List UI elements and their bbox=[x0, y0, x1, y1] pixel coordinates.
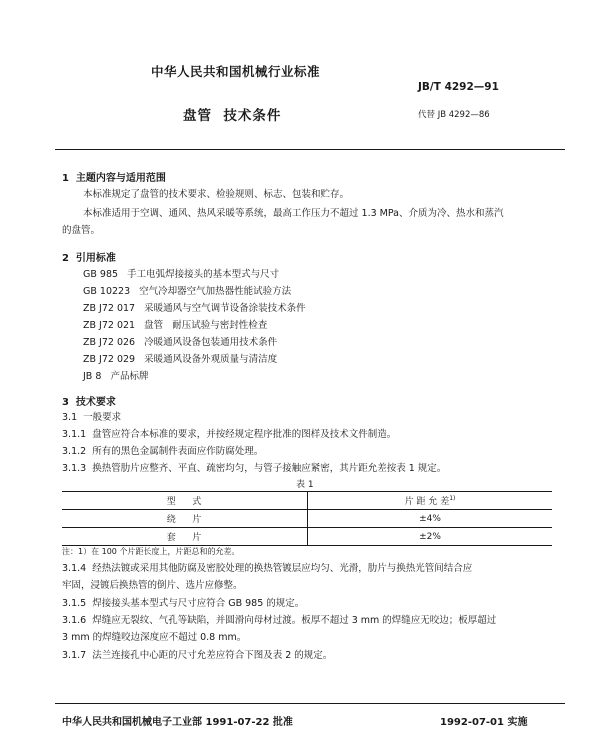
table-header-tolerance-label: 片 距 允 差 bbox=[404, 497, 450, 507]
header-rule bbox=[55, 149, 565, 150]
clause-3-1-4-line1 bbox=[62, 562, 472, 575]
clause-number: 3.1.4 bbox=[62, 563, 87, 574]
clause-3-1-2 bbox=[62, 445, 263, 458]
clause-text: 所有的黑色金属制件表面应作防腐处理。 bbox=[92, 446, 264, 457]
clause-text: 焊缝应无裂纹、气孔等缺陷，并圆滑向母材过渡。板厚不超过 3 mm 的焊缝应无咬边；板厚超过 bbox=[92, 615, 497, 626]
standard-code: JB/T 4292—91 bbox=[418, 81, 499, 93]
footer-rule bbox=[55, 703, 565, 704]
section-1-para-2-line1: 本标准适用于空调、通风、热风采暖等系统，最高工作压力不超过 1.3 MPa、介质为冷、热水和蒸汽 bbox=[83, 208, 504, 219]
clause-3-1-4-line2: 牢固，浸镀后换热管的倒片、选片应修整。 bbox=[62, 580, 243, 591]
clause-text: 盘管应符合本标准的要求，并按经规定程序批准的图样及技术文件制造。 bbox=[92, 429, 397, 440]
issuing-org: 中华人民共和国机械行业标准 bbox=[151, 64, 321, 79]
approval-line: 中华人民共和国机械电子工业部 1991-07-22 批准 bbox=[62, 717, 293, 728]
clause-3-1-1 bbox=[62, 428, 396, 441]
reference-item: JB 8 产品标牌 bbox=[83, 371, 149, 382]
clause-3-1-7 bbox=[62, 649, 332, 662]
table-header-row bbox=[62, 492, 552, 510]
table-cell-tolerance: ±2% bbox=[308, 528, 553, 546]
clause-3-1-5 bbox=[62, 597, 304, 610]
table-1-note: 注：1）在 100 个片距长度上，片距总和的允差。 bbox=[62, 547, 240, 556]
clause-text: 经热法镀或采用其他防腐及密胶处理的换热管镀层应均匀、光滑，肋片与换热光管间结合应 bbox=[92, 563, 473, 574]
clause-3-1-6-line1 bbox=[62, 614, 496, 627]
clause-number: 3.1.1 bbox=[62, 429, 87, 440]
table-1 bbox=[62, 491, 552, 546]
table-cell-type: 套 片 bbox=[62, 528, 308, 546]
table-header-tolerance bbox=[308, 492, 553, 510]
reference-item: GB 10223 空气冷却器空气加热器性能试验方法 bbox=[83, 286, 292, 297]
clause-number: 3.1 bbox=[62, 412, 78, 423]
reference-item: GB 985 手工电弧焊接接头的基本型式与尺寸 bbox=[83, 269, 280, 280]
clause-number: 3.1.7 bbox=[62, 650, 87, 661]
table-row bbox=[62, 510, 552, 528]
clause-text: 换热管肋片应整齐、平直、疏密均匀，与管子接触应紧密，其片距允差按表 1 规定。 bbox=[92, 463, 447, 474]
clause-3-1-6-line2: 3 mm 的焊缝咬边深度应不超过 0.8 mm。 bbox=[62, 632, 247, 643]
clause-text: 焊接接头基本型式与尺寸应符合 GB 985 的规定。 bbox=[92, 598, 305, 609]
table-row bbox=[62, 528, 552, 546]
reference-item: ZB J72 021 盘管 耐压试验与密封性检查 bbox=[83, 320, 268, 331]
reference-item: ZB J72 029 采暖通风设备外观质量与清洁度 bbox=[83, 354, 278, 365]
clause-3-1 bbox=[62, 411, 121, 424]
effective-date: 1992-07-01 实施 bbox=[440, 717, 528, 728]
section-2-heading: 2 引用标准 bbox=[62, 253, 116, 264]
clause-number: 3.1.5 bbox=[62, 598, 87, 609]
clause-number: 3.1.3 bbox=[62, 463, 87, 474]
section-1-heading: 1 主题内容与适用范围 bbox=[62, 173, 166, 184]
clause-number: 3.1.2 bbox=[62, 446, 87, 457]
table-cell-type: 绕 片 bbox=[62, 510, 308, 528]
reference-item: ZB J72 026 冷暖通风设备包装通用技术条件 bbox=[83, 337, 278, 348]
table-cell-tolerance: ±4% bbox=[308, 510, 553, 528]
section-1-para-2-line2: 的盘管。 bbox=[62, 225, 101, 236]
document-title: 盘管 技术条件 bbox=[183, 108, 282, 124]
section-1-para-1: 本标准规定了盘管的技术要求、检验规则、标志、包装和贮存。 bbox=[83, 189, 350, 200]
table-header-type: 型 式 bbox=[62, 492, 308, 510]
section-3-heading: 3 技术要求 bbox=[62, 397, 116, 408]
table-1-title: 表 1 bbox=[296, 480, 314, 490]
replaces-note: 代替 JB 4292—86 bbox=[418, 110, 490, 120]
clause-text: 一般要求 bbox=[83, 412, 122, 423]
table-footnote-ref: 1) bbox=[449, 495, 456, 502]
reference-item: ZB J72 017 采暖通风与空气调节设备涂装技术条件 bbox=[83, 303, 306, 314]
clause-3-1-3 bbox=[62, 462, 446, 475]
clause-text: 法兰连接孔中心距的尺寸允差应符合下图及表 2 的规定。 bbox=[92, 650, 333, 661]
clause-number: 3.1.6 bbox=[62, 615, 87, 626]
